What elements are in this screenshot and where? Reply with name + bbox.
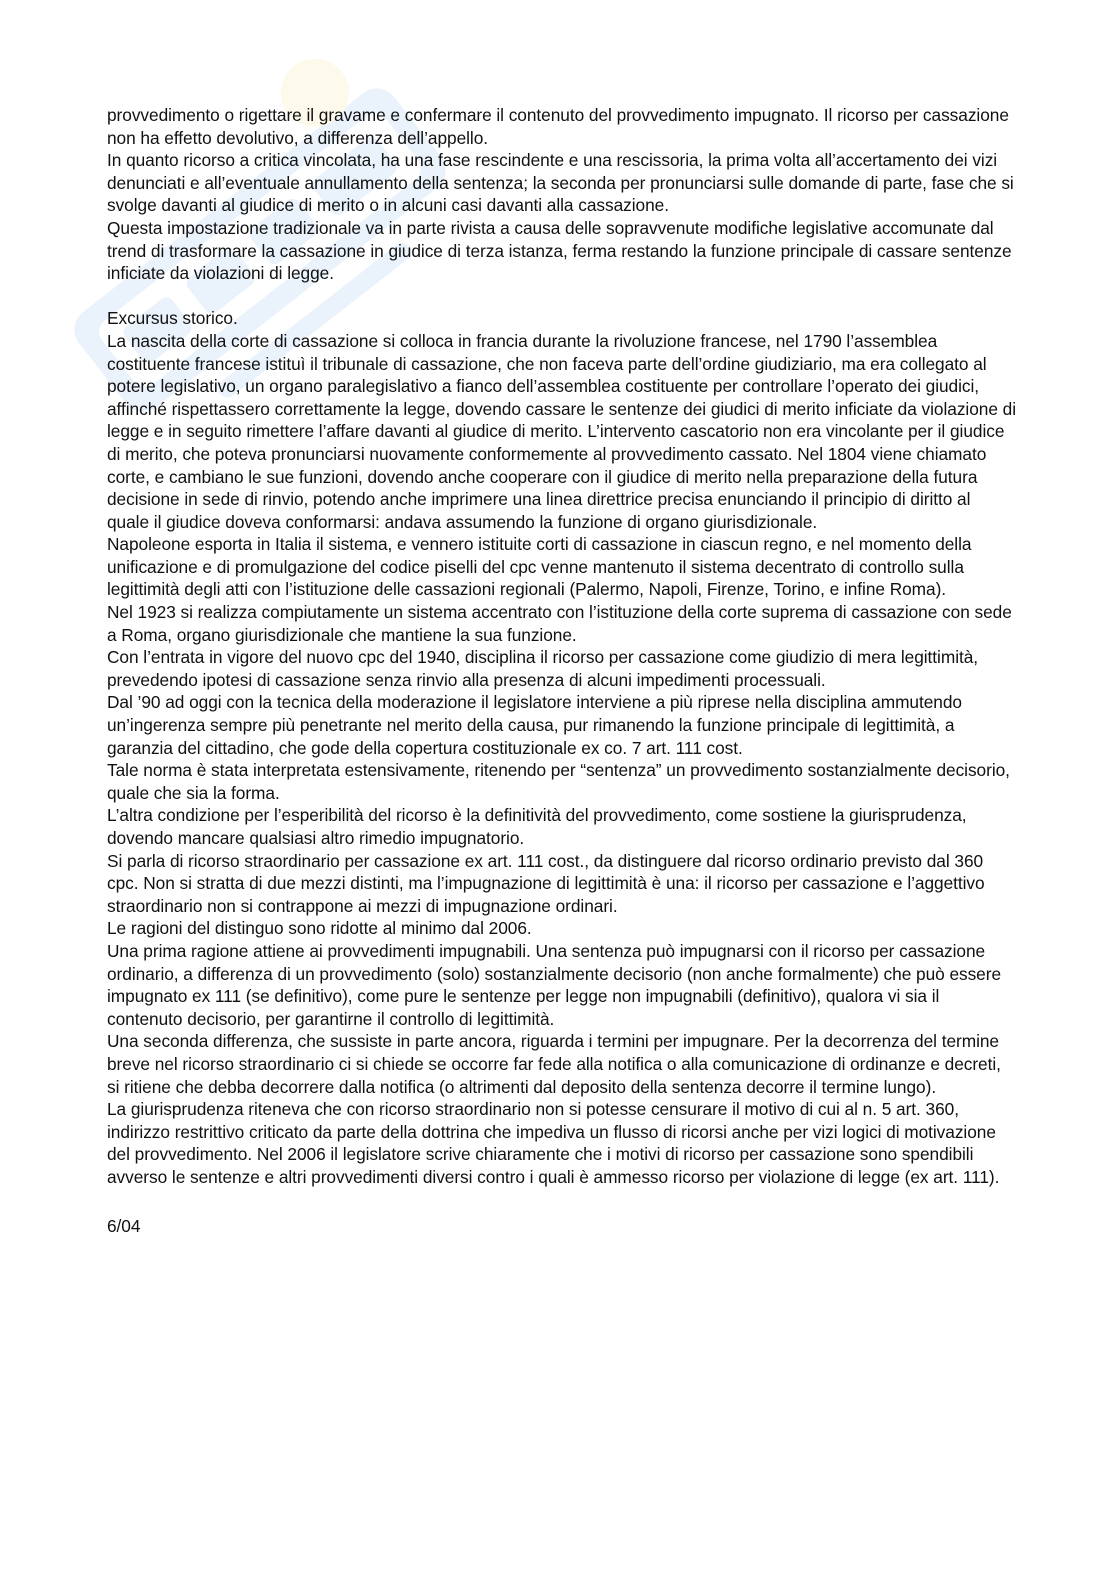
paragraph: L’altra condizione per l’esperibilità del ricorso è la definitività del provvedimento, come sostiene la giurisprudenza, dovendo mancare qualsiasi altro rimedio impugnatorio. bbox=[107, 805, 967, 848]
paragraph: Dal ’90 ad oggi con la tecnica della moderazione il legislatore interviene a più riprese nella disciplina ammutendo un’ingerenza sempre più penetrante nel merito della causa, pur rimanendo la funzione principale di legittimità, a garanzia del cittadino, che gode della copertura costituzionale ex co. 7 art. 111 cost. bbox=[107, 692, 962, 758]
paragraph: In quanto ricorso a critica vincolata, ha una fase rescindente e una rescissoria, la prima volta all’accertamento dei vizi denunciati e all’eventuale annullamento della sentenza; la seconda per pronunciarsi sulle domande di parte, fase che si svolge davanti al giudice di merito o in alcuni casi davanti alla cassazione. bbox=[107, 150, 1014, 216]
paragraph: Nel 1923 si realizza compiutamente un sistema accentrato con l’istituzione della corte suprema di cassazione con sede a Roma, organo giurisdizionale che mantiene la sua funzione. bbox=[107, 602, 1012, 645]
paragraph: Napoleone esporta in Italia il sistema, e vennero istituite corti di cassazione in ciascun regno, e nel momento della unificazione e di promulgazione del codice piselli del cpc venne mantenuto il sistema decentrato di controllo sulla legittimità degli atti con l’istituzione delle cassazioni regionali (Palermo, Napoli, Firenze, Torino, e infine Roma). bbox=[107, 534, 972, 600]
paragraph: provvedimento o rigettare il gravame e confermare il contenuto del provvedimento impugnato. Il ricorso per cassazione non ha effetto devolutivo, a differenza dell’appello. bbox=[107, 105, 1009, 148]
spacer bbox=[107, 1189, 1017, 1215]
paragraph: Questa impostazione tradizionale va in parte rivista a causa delle sopravvenute modifiche legislative accomunate dal trend di trasformare la cassazione in giudice di terza istanza, ferma restando la funzione principale di cassare sentenze inficiate da violazioni di legge. bbox=[107, 217, 1012, 284]
document-body bbox=[107, 104, 1017, 1237]
paragraph: Una prima ragione attiene ai provvedimenti impugnabili. Una sentenza può impugnarsi con il ricorso per cassazione ordinario, a differenza di un provvedimento (solo) sostanzialmente decisorio (non anche formalmente) che può essere impugnato ex 111 (se definitivo), come pure le sentenze per legge non impugnabili (definitivo), qualora vi sia il contenuto decisorio, per garantirne il controllo di legittimità. bbox=[107, 940, 1002, 1029]
paragraph: La nascita della corte di cassazione si colloca in francia durante la rivoluzione francese, nel 1790 l’assemblea costituente francese istituì il tribunale di cassazione, che non faceva parte dell’ordine giudiziario, ma era collegato al potere legislativo, un organo paralegislativo a fianco dell’assemblea costituente per controllare l’operato dei giudici, affinché rispettassero correttamente la legge, dovendo cassare le sentenze dei giudici di merito inficiate da violazione di legge e in seguito rimettere l’affare davanti al giudice di merito. L’intervento cascatorio non era vincolante per il giudice di merito, che poteva pronunciarsi nuovamente conformemente al provvedimento cassato. Nel 1804 viene chiamato corte, e cambiano le sue funzioni, dovendo anche cooperare con il giudice di merito nella preparazione della futura decisione in sede di rinvio, potendo anche imprimere una linea direttrice precisa enunciando il principio di diritto al quale il giudice doveva conformarsi: andava assumendo la funzione di organo giurisdizionale. bbox=[107, 330, 1017, 532]
paragraph: La giurisprudenza riteneva che con ricorso straordinario non si potesse censurare il motivo di cui al n. 5 art. 360, indirizzo restrittivo criticato da parte della dottrina che impediva un flusso di ricorsi anche per vizi logici di motivazione del provvedimento. Nel 2006 il legislatore scrive chiaramente che i motivi di ricorso per cassazione sono spendibili avverso le sentenze e altri provvedimenti diversi contro i quali è ammesso ricorso per violazione di legge (ex art. 111). bbox=[107, 1099, 1000, 1187]
spacer bbox=[107, 285, 1017, 308]
paragraph: Una seconda differenza, che sussiste in parte ancora, riguarda i termini per impugnare. Per la decorrenza del termine breve nel ricorso straordinario ci si chiede se occorre far fede alla notifica o alla comunicazione di ordinanze e decreti, si ritiene che debba decorrere dalla notifica (o altrimenti dal deposito della sentenza decorre il termine lungo). bbox=[107, 1031, 1001, 1097]
paragraph: Si parla di ricorso straordinario per cassazione ex art. 111 cost., da distinguere dal ricorso ordinario previsto dal 360 cpc. Non si stratta di due mezzi distinti, ma l’impugnazione di legittimità è una: il ricorso per cassazione e l’aggettivo straordinario non si contrappone ai mezzi di impugnazione ordinari. bbox=[107, 850, 985, 916]
section-heading: Excursus storico. bbox=[107, 308, 238, 329]
paragraph: Tale norma è stata interpretata estensivamente, ritenendo per “sentenza” un provvedimento sostanzialmente decisorio, quale che sia la forma. bbox=[107, 760, 1010, 803]
paragraph: Con l’entrata in vigore del nuovo cpc del 1940, disciplina il ricorso per cassazione come giudizio di mera legittimità, prevedendo ipotesi di cassazione senza rinvio alla presenza di alcuni impedimenti processuali. bbox=[107, 647, 979, 690]
paragraph: Le ragioni del distinguo sono ridotte al minimo dal 2006. bbox=[107, 918, 532, 939]
date-heading: 6/04 bbox=[107, 1215, 141, 1236]
